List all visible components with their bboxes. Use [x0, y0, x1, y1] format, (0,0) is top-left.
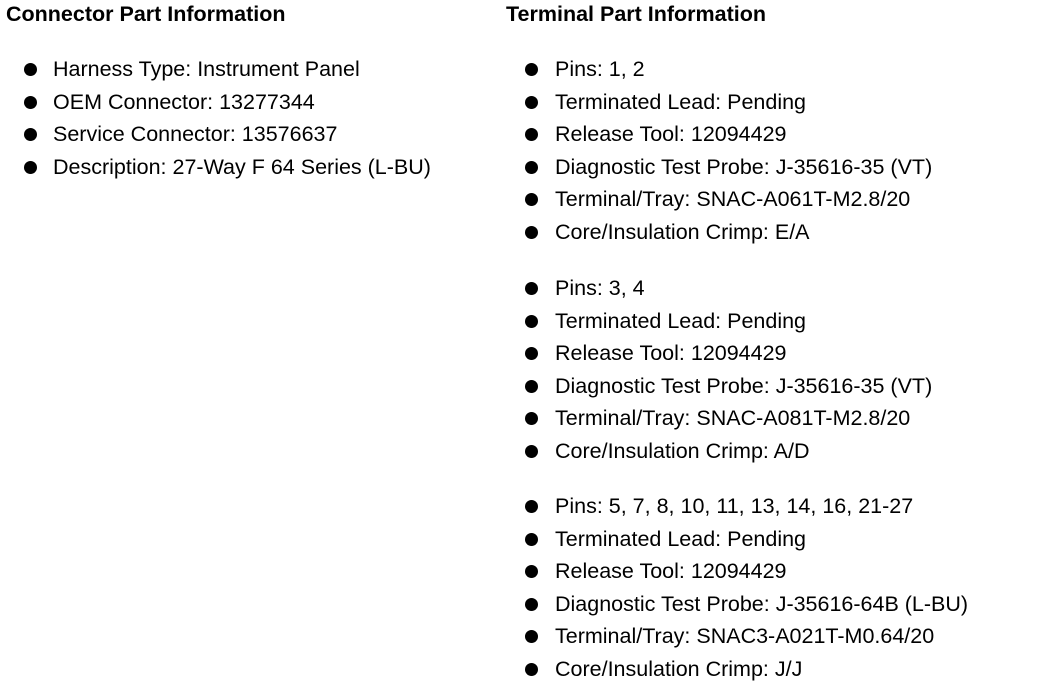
list-item — [506, 435, 932, 468]
connector-part-list — [6, 53, 431, 183]
bullet-icon — [525, 380, 538, 393]
list-item-text: Pins: 1, 2 — [555, 57, 645, 81]
list-item — [506, 653, 968, 686]
list-item-text: Service Connector: 13576637 — [53, 122, 338, 147]
list-item — [6, 53, 431, 86]
bullet-icon — [525, 565, 538, 578]
bullet-icon — [525, 445, 538, 458]
bullet-icon — [24, 96, 37, 109]
bullet-icon — [525, 193, 538, 206]
bullet-icon — [525, 63, 538, 76]
list-item — [506, 151, 932, 184]
bullet-icon — [525, 533, 538, 546]
list-item — [506, 370, 932, 403]
list-item — [506, 620, 968, 653]
bullet-icon — [525, 663, 538, 676]
list-item — [506, 555, 968, 588]
list-item-text: Diagnostic Test Probe: J-35616-64B (L-BU) — [555, 591, 969, 616]
connector-part-heading: Connector Part Information — [6, 2, 286, 26]
list-item — [506, 86, 932, 119]
list-item-text: Core/Insulation Crimp: J/J — [555, 656, 803, 681]
list-item-text: Release Tool: 12094429 — [555, 559, 787, 584]
bullet-icon — [525, 161, 538, 174]
list-item-text: Harness Type: Instrument Panel — [53, 57, 360, 81]
list-item-text: Diagnostic Test Probe: J-35616-35 (VT) — [555, 373, 933, 398]
list-item-text: Terminated Lead: Pending — [555, 308, 807, 333]
bullet-icon — [525, 347, 538, 360]
list-item — [506, 337, 932, 370]
terminal-part-section — [506, 0, 1054, 681]
list-item — [506, 402, 932, 435]
connector-part-section — [6, 0, 501, 179]
bullet-icon — [525, 226, 538, 239]
bullet-icon — [24, 63, 37, 76]
list-item-text: Terminal/Tray: SNAC-A081T-M2.8/20 — [555, 406, 911, 431]
list-item-text: Release Tool: 12094429 — [555, 341, 787, 366]
list-item-text: Terminated Lead: Pending — [555, 526, 807, 551]
list-item — [6, 86, 431, 119]
list-item-text: OEM Connector: 13277344 — [53, 89, 315, 114]
list-item — [506, 588, 968, 621]
bullet-icon — [525, 630, 538, 643]
bullet-icon — [525, 282, 538, 295]
terminal-group-3 — [506, 490, 968, 686]
list-item — [506, 216, 932, 249]
bullet-icon — [525, 315, 538, 328]
bullet-icon — [24, 161, 37, 174]
list-item — [506, 305, 932, 338]
list-item — [506, 272, 932, 305]
bullet-icon — [525, 96, 538, 109]
terminal-part-heading: Terminal Part Information — [506, 2, 767, 26]
bullet-icon — [525, 500, 538, 513]
list-item — [506, 490, 968, 523]
list-item-text: Pins: 3, 4 — [555, 276, 645, 300]
list-item-text: Terminal/Tray: SNAC3-A021T-M0.64/20 — [555, 624, 935, 649]
list-item-text: Core/Insulation Crimp: E/A — [555, 219, 810, 244]
list-item — [506, 118, 932, 151]
bullet-icon — [525, 598, 538, 611]
terminal-group-2 — [506, 272, 932, 468]
list-item — [506, 523, 968, 556]
list-item-text: Terminated Lead: Pending — [555, 89, 807, 114]
list-item — [6, 151, 431, 184]
list-item — [506, 53, 932, 86]
list-item-text: Release Tool: 12094429 — [555, 122, 787, 147]
list-item — [506, 183, 932, 216]
list-item-text: Core/Insulation Crimp: A/D — [555, 438, 810, 463]
bullet-icon — [525, 412, 538, 425]
list-item-text: Description: 27-Way F 64 Series (L-BU) — [53, 154, 431, 179]
list-item-text: Pins: 5, 7, 8, 10, 11, 13, 14, 16, 21-27 — [555, 494, 914, 518]
bullet-icon — [24, 128, 37, 141]
terminal-group-1 — [506, 53, 932, 249]
bullet-icon — [525, 128, 538, 141]
list-item-text: Diagnostic Test Probe: J-35616-35 (VT) — [555, 154, 933, 179]
list-item — [6, 118, 431, 151]
list-item-text: Terminal/Tray: SNAC-A061T-M2.8/20 — [555, 187, 911, 212]
